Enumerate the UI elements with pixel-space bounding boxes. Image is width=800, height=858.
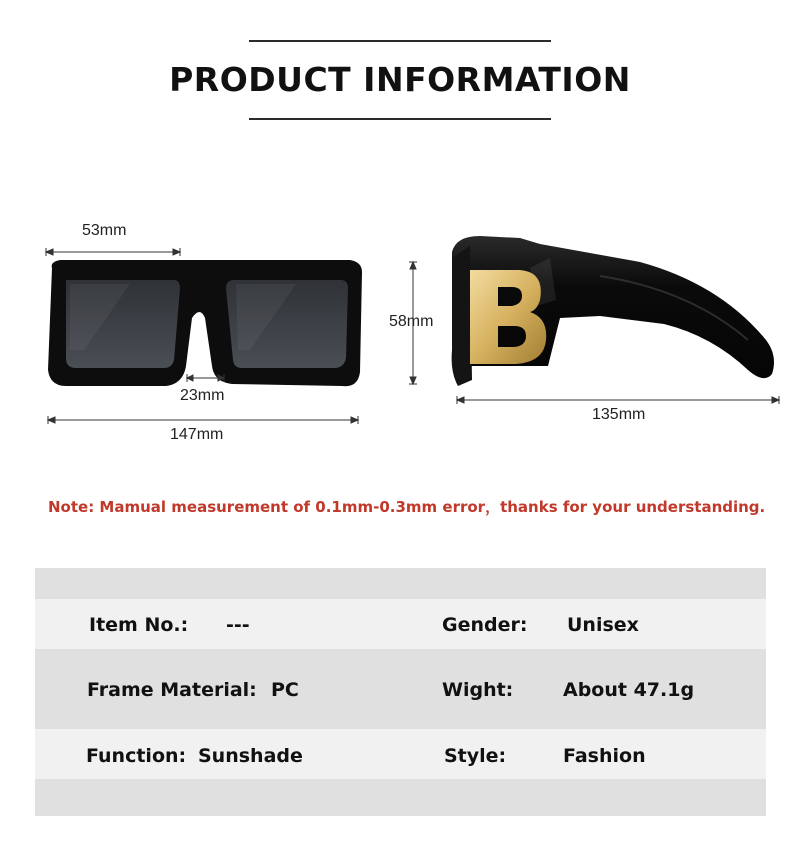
frame-material-value: PC [271, 679, 299, 701]
lens-width-label: 53mm [82, 222, 127, 239]
side-view-glasses [452, 236, 774, 386]
function-value: Sunshade [198, 745, 303, 767]
gender-value: Unisex [567, 614, 639, 636]
frame-material-label: Frame Material: [87, 679, 257, 701]
temple-length-label: 135mm [592, 406, 646, 423]
frame-width-label: 147mm [170, 426, 224, 443]
frame-width-dimension-line [48, 416, 358, 424]
gender-label: Gender: [442, 614, 528, 636]
weight-value: About 47.1g [563, 679, 695, 701]
style-label: Style: [444, 745, 507, 767]
style-value: Fashion [563, 745, 646, 767]
b-logo-icon [470, 270, 546, 364]
lens-width-dimension-line [46, 248, 180, 256]
spec-table [35, 568, 766, 816]
bridge-dimension-line [187, 374, 224, 382]
bridge-label: 23mm [180, 387, 225, 404]
function-label: Function: [86, 745, 187, 767]
front-view-glasses [48, 260, 362, 386]
item-no-label: Item No.: [89, 614, 189, 636]
spec-band-bottom [35, 779, 766, 816]
spec-band-top [35, 568, 766, 599]
item-no-value: --- [226, 614, 250, 636]
measurement-note: Note: Mamual measurement of 0.1mm-0.3mm error，thanks for your understanding. [48, 498, 766, 516]
lens-height-label: 58mm [389, 313, 434, 330]
page-title: PRODUCT INFORMATION [169, 60, 631, 99]
temple-length-dimension-line [457, 396, 779, 404]
weight-label: Wight: [442, 679, 514, 701]
